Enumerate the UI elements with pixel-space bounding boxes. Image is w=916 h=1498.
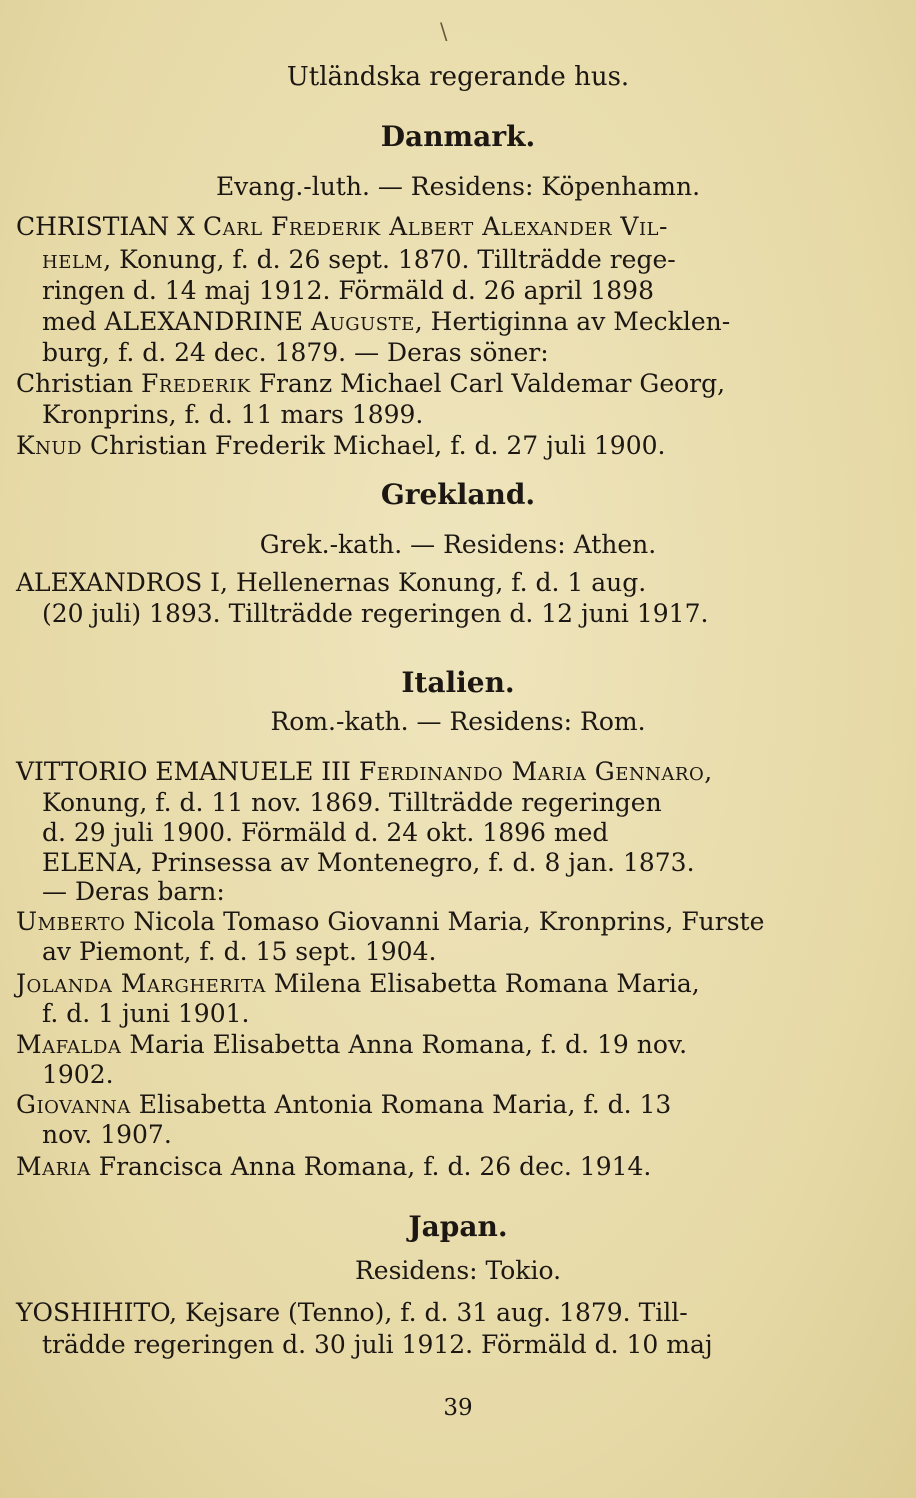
entry-line: nov. 1907. (42, 1120, 172, 1149)
entry-text: Maria Elisabetta Anna Romana, f. d. 19 nov. (129, 1030, 688, 1059)
entry-text: Nicola Tomaso Giovanni Maria, Kronprins, Furste (133, 907, 765, 936)
monarch-name: VITTORIO EMANUELE III (16, 757, 351, 786)
entry-text: Franz Michael Carl Valdemar Georg, (258, 369, 726, 398)
section-subtitle-japan: Residens: Tokio. (354, 1256, 562, 1285)
entry-line: YOSHIHITO, Kejsare (Tenno), f. d. 31 aug. 1879. Till- (16, 1298, 688, 1327)
entry-line (16, 212, 668, 242)
entry-text: Christian Frederik Michael, f. d. 27 juli 1900. (89, 431, 666, 460)
section-title-italien: Italien. (401, 666, 515, 699)
entry-line (16, 907, 764, 937)
entry-line: f. d. 1 juni 1901. (42, 999, 250, 1028)
entry-line: (20 juli) 1893. Tillträdde regeringen d. 12 juni 1917. (42, 599, 709, 628)
entry-line: — Deras barn: (42, 877, 225, 906)
entry-line (16, 1152, 651, 1182)
entry-line: 1902. (42, 1060, 114, 1089)
given-names: Jolanda Margherita (16, 969, 266, 998)
section-title-japan: Japan. (408, 1210, 508, 1243)
given-names: Ferdinando Maria Gennaro, (358, 757, 713, 786)
entry-line: ELENA, Prinsessa av Montenegro, f. d. 8 jan. 1873. (42, 848, 695, 877)
entry-line (42, 307, 730, 337)
entry-text: Christian (16, 369, 134, 398)
running-header: Utländska regerande hus. (286, 62, 630, 92)
given-names: Auguste (311, 307, 415, 336)
entry-line: Kronprins, f. d. 11 mars 1899. (42, 400, 424, 429)
entry-line (16, 431, 665, 461)
given-names: Frederik (141, 369, 251, 398)
section-subtitle-italien: Rom.-kath. — Residens: Rom. (270, 707, 646, 736)
entry-line (16, 969, 700, 999)
entry-text: , Konung, f. d. 26 sept. 1870. Tillträdde rege- (103, 245, 676, 274)
section-subtitle-danmark: Evang.-luth. — Residens: Köpenhamn. (215, 172, 701, 201)
entry-line (42, 245, 676, 275)
entry-line: trädde regeringen d. 30 juli 1912. Förmäld d. 10 maj (42, 1330, 713, 1359)
given-names: Knud (16, 431, 83, 460)
page-number: 39 (443, 1395, 473, 1421)
section-title-danmark: Danmark. (380, 120, 536, 153)
entry-line: d. 29 juli 1900. Förmäld d. 24 okt. 1896 med (42, 818, 609, 847)
entry-line: ringen d. 14 maj 1912. Förmäld d. 26 april 1898 (42, 276, 654, 305)
entry-line (16, 369, 725, 399)
entry-text: , Hertiginna av Mecklen- (414, 307, 731, 336)
entry-text: Francisca Anna Romana, f. d. 26 dec. 1914. (98, 1152, 652, 1181)
given-names: Maria (16, 1152, 91, 1181)
entry-line: ALEXANDROS I, Hellenernas Konung, f. d. 1 aug. (16, 568, 647, 597)
given-names: Umberto (16, 907, 126, 936)
entry-line: av Piemont, f. d. 15 sept. 1904. (42, 937, 437, 966)
entry-line: burg, f. d. 24 dec. 1879. — Deras söner: (42, 338, 549, 367)
entry-line (16, 1090, 671, 1120)
section-title-grekland: Grekland. (380, 478, 536, 511)
entry-text: Milena Elisabetta Romana Maria, (273, 969, 700, 998)
monarch-name: CHRISTIAN X (16, 212, 195, 241)
entry-line (16, 1030, 687, 1060)
entry-line (16, 757, 713, 787)
given-names: helm (42, 245, 104, 274)
given-names: Carl Frederik Albert Alexander Vil- (202, 212, 668, 241)
section-subtitle-grekland: Grek.-kath. — Residens: Athen. (259, 530, 657, 559)
entry-text: med ALEXANDRINE (42, 307, 304, 336)
entry-line: Konung, f. d. 11 nov. 1869. Tillträdde regeringen (42, 788, 662, 817)
given-names: Mafalda (16, 1030, 122, 1059)
corner-mark: \ (440, 20, 448, 45)
given-names: Giovanna (16, 1090, 131, 1119)
entry-text: Elisabetta Antonia Romana Maria, f. d. 13 (138, 1090, 672, 1119)
